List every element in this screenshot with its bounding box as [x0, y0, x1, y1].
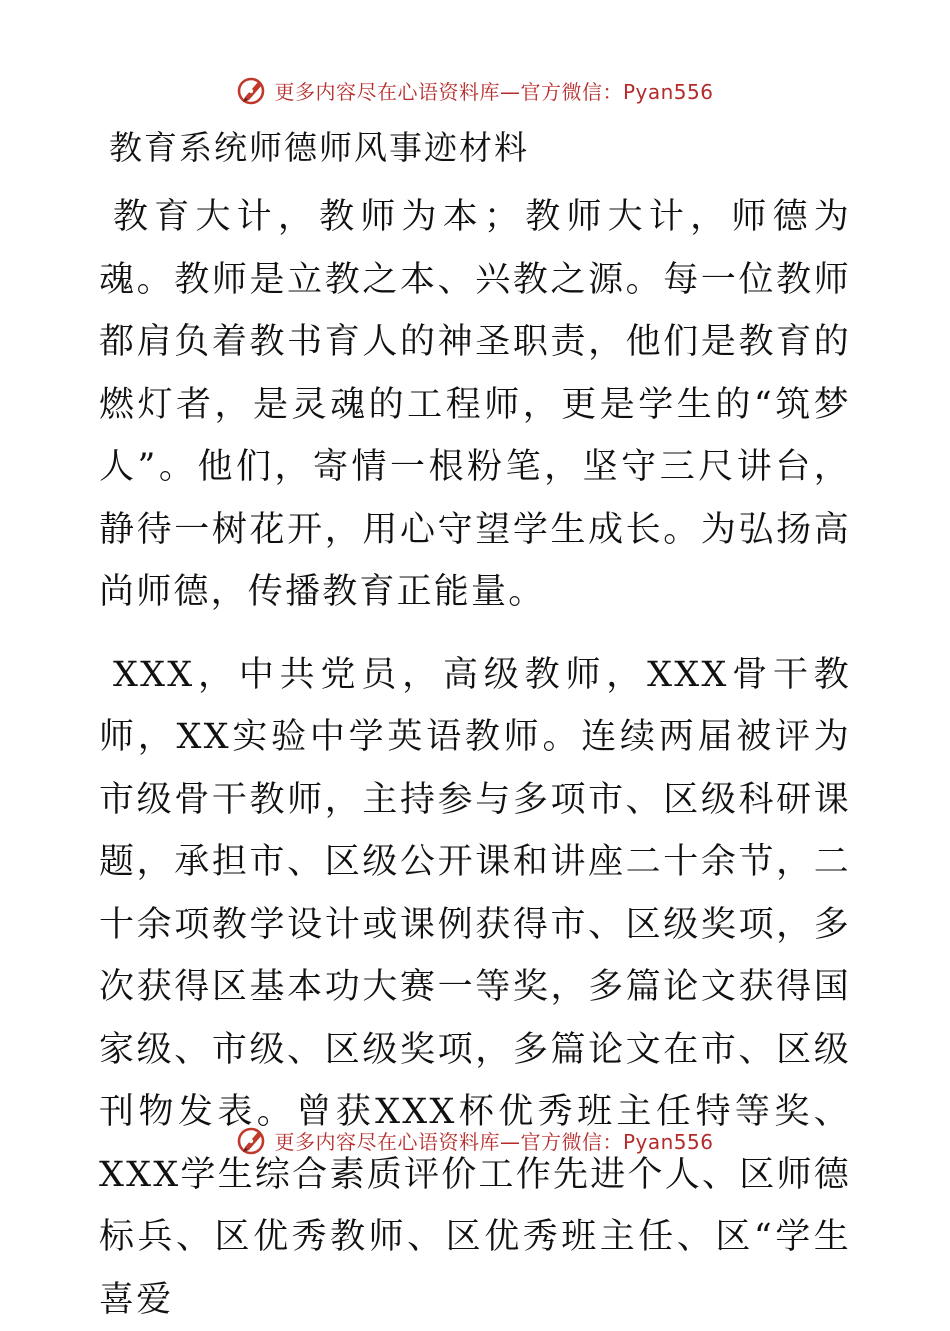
pen-logo-icon	[236, 1124, 268, 1156]
pen-logo-icon	[236, 74, 268, 106]
paragraph-profile: XXX，中共党员，高级教师，XXX骨干教师，XX实验中学英语教师。连续两届被评为市级骨干教师，主持参与多项市、区级科研课题，承担市、区级公开课和讲座二十余节，二十余项教学设计或课例获得市、区级奖项，多次获得区基本功大赛一等奖，多篇论文获得国家级、市级、区级奖项，多篇论文在市、区级刊物发表。曾获XXX杯优秀班主任特等奖、XXX学生综合素质评价工作先进个人、区师德标兵、区优秀教师、区优秀班主任、区“学生喜爱	[99, 644, 851, 1331]
watermark-text: 更多内容尽在心语资料库—官方微信：Pyan556	[274, 1126, 713, 1155]
footer-watermark	[0, 1120, 950, 1160]
paragraph-intro: 教育大计，教师为本；教师大计，师德为魂。教师是立教之本、兴教之源。每一位教师都肩负着教书育人的神圣职责，他们是教育的燃灯者，是灵魂的工程师，更是学生的“筑梦人”。他们，寄情一根粉笔，坚守三尺讲台，静待一树花开，用心守望学生成长。为弘扬高尚师德，传播教育正能量。	[99, 186, 851, 624]
header-watermark	[0, 70, 950, 110]
watermark-text: 更多内容尽在心语资料库—官方微信：Pyan556	[274, 76, 713, 105]
document-title: 教育系统师德师风事迹材料	[99, 124, 851, 172]
